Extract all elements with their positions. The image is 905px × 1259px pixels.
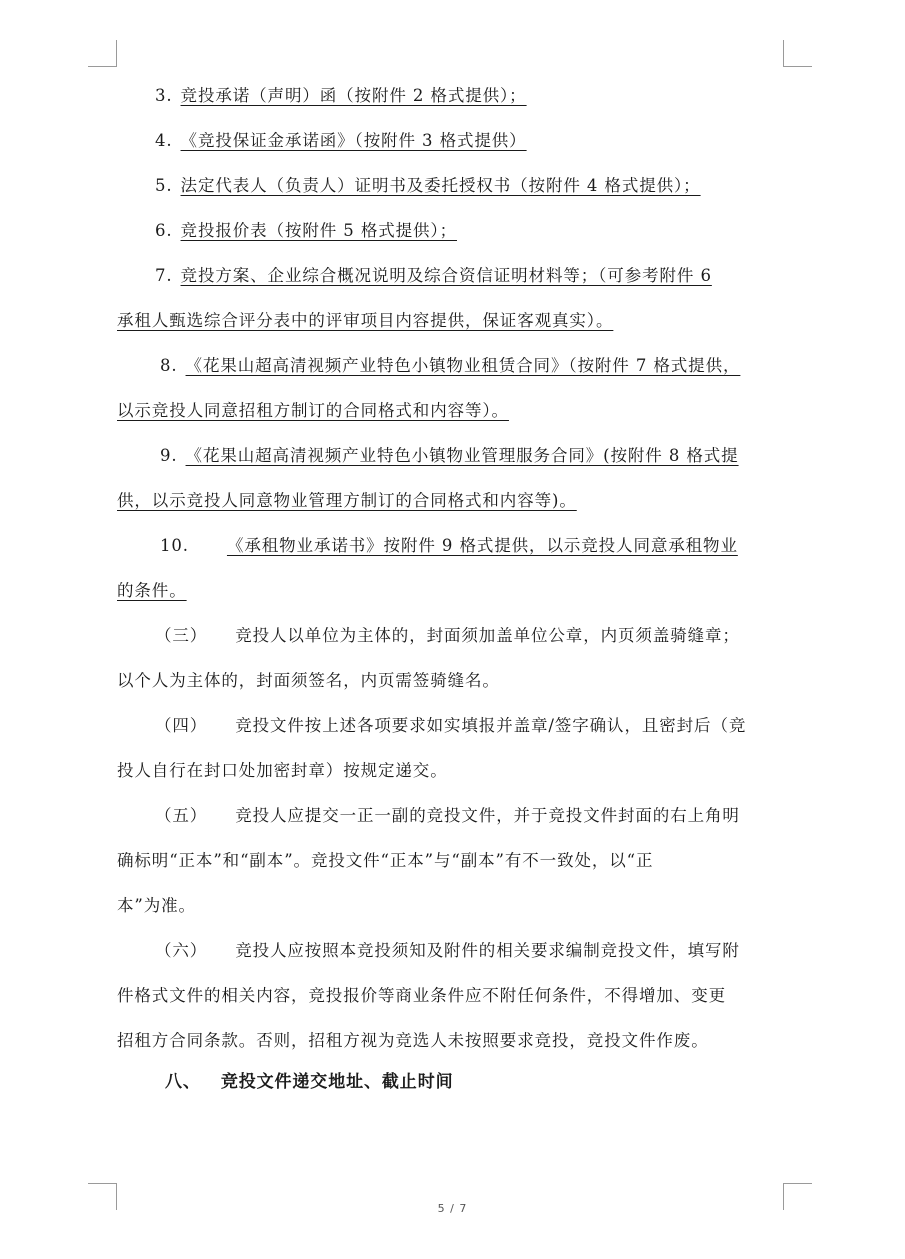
list-item-9-line-1	[160, 445, 739, 467]
section-4-line-1	[155, 715, 746, 737]
section-number: （五）	[155, 806, 208, 825]
page-number: 5 / 7	[437, 1202, 468, 1215]
section-5-line-3	[117, 895, 196, 917]
item-number: 4.	[155, 131, 173, 150]
list-item-10-line-2	[117, 580, 187, 602]
item-number: 8.	[160, 356, 178, 375]
item-text: 《花果山超高清视频产业特色小镇物业租赁合同》（按附件 7 格式提供，	[185, 356, 741, 375]
section-text: 招租方合同条款。否则，招租方视为竞选人未按照要求竞投，竞投文件作废。	[117, 1031, 709, 1050]
item-text: 法定代表人（负责人）证明书及委托授权书（按附件 4 格式提供）；	[180, 176, 701, 195]
section-number: （三）	[155, 626, 208, 645]
section-3-line-2	[117, 670, 500, 692]
item-number: 7.	[155, 266, 173, 285]
item-text: 《竞投保证金承诺函》（按附件 3 格式提供）	[180, 131, 527, 150]
item-text: 竞投方案、企业综合概况说明及综合资信证明材料等；（可参考附件 6	[180, 266, 712, 285]
section-5-line-2	[117, 850, 653, 872]
heading-text: 竞投文件递交地址、截止时间	[220, 1072, 454, 1092]
item-text: 以示竞投人同意招租方制订的合同格式和内容等）。	[117, 401, 509, 420]
item-number: 9.	[160, 446, 178, 465]
item-number: 10.	[160, 536, 189, 555]
section-5-line-1	[155, 805, 740, 827]
list-item-8-line-2	[117, 400, 509, 422]
list-item-7-line-1	[155, 265, 712, 287]
item-text: 供，以示竞投人同意物业管理方制订的合同格式和内容等)。	[117, 491, 577, 510]
section-heading-8	[165, 1071, 454, 1093]
section-number: （六）	[155, 941, 208, 960]
list-item-4	[155, 130, 527, 152]
section-text: 竞投文件按上述各项要求如实填报并盖章/签字确认，且密封后（竞	[235, 716, 747, 735]
item-text: 的条件。	[117, 581, 187, 600]
list-item-6	[155, 220, 457, 242]
section-number: （四）	[155, 716, 208, 735]
list-item-7-line-2	[117, 310, 613, 332]
item-text: 《花果山超高清视频产业特色小镇物业管理服务合同》(按附件 8 格式提	[185, 446, 739, 465]
list-item-8-line-1	[160, 355, 740, 377]
section-text: 确标明“正本”和“副本”。竞投文件“正本”与“副本”有不一致处，以“正	[117, 851, 654, 870]
list-item-10-line-1	[160, 535, 738, 557]
section-text: 竞投人应按照本竞投须知及附件的相关要求编制竞投文件，填写附	[235, 941, 740, 960]
section-text: 件格式文件的相关内容，竞投报价等商业条件应不附任何条件，不得增加、变更	[117, 986, 726, 1005]
section-text: 投人自行在封口处加密封章）按规定递交。	[117, 761, 448, 780]
heading-number: 八、	[165, 1072, 201, 1092]
section-4-line-2	[117, 760, 448, 782]
item-text: 竞投承诺（声明）函（按附件 2 格式提供）；	[180, 86, 527, 105]
list-item-5	[155, 175, 701, 197]
section-6-line-3	[117, 1030, 709, 1052]
item-number: 6.	[155, 221, 173, 240]
section-6-line-1	[155, 940, 740, 962]
list-item-3	[155, 85, 527, 107]
section-text: 竞投人以单位为主体的，封面须加盖单位公章，内页须盖骑缝章；	[235, 626, 740, 645]
section-text: 以个人为主体的，封面须签名，内页需签骑缝名。	[117, 671, 500, 690]
item-text: 竞投报价表（按附件 5 格式提供）；	[180, 221, 457, 240]
crop-mark-top-left	[88, 40, 117, 67]
section-6-line-2	[117, 985, 726, 1007]
section-text: 竞投人应提交一正一副的竞投文件，并于竞投文件封面的右上角明	[235, 806, 740, 825]
item-number: 5.	[155, 176, 173, 195]
section-3-line-1	[155, 625, 740, 647]
crop-mark-top-right	[783, 40, 812, 67]
item-number: 3.	[155, 86, 173, 105]
item-text: 《承租物业承诺书》按附件 9 格式提供，以示竞投人同意承租物业	[226, 536, 738, 555]
section-text: 本”为准。	[117, 896, 196, 915]
list-item-9-line-2	[117, 490, 577, 512]
item-text: 承租人甄选综合评分表中的评审项目内容提供，保证客观真实）。	[117, 311, 614, 330]
